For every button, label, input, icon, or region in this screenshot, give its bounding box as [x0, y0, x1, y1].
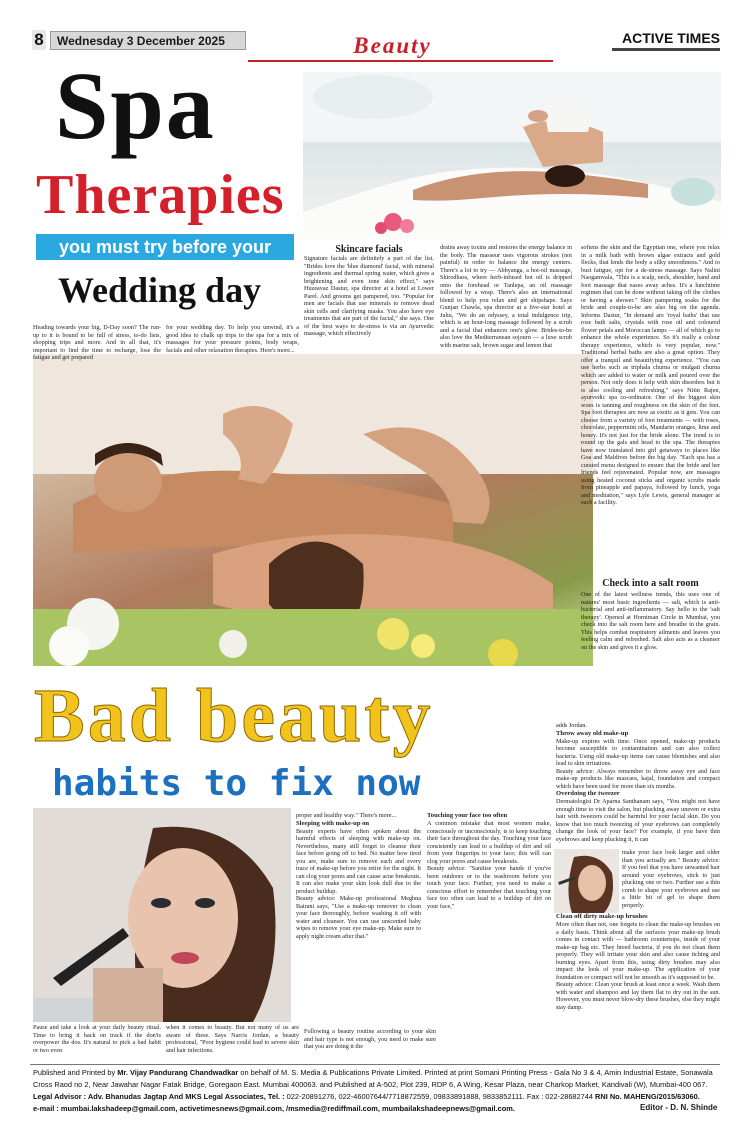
spa-massage-illustration: [303, 72, 721, 239]
spa-column-4-continued: One of the latest wellness trends, this uses one of natures' most basic ingredients — salt, which is anti-bacterial and anti-inflammatory. Say hello to the 'salt therapy'. Opened at Horniman Circle in Mumbai, you check into the salt room here and breathe in the grain. This helps combat respiratory ailments and leaves you feeling calm and refreshed. Salt also acts as a cleanser on the skin and gives it a glow.: [581, 591, 720, 651]
eyebrow-photo: [554, 849, 619, 913]
page-number: 8: [32, 30, 46, 50]
imprint-rni: RNI No. MAHENG/2015/63060.: [595, 1092, 700, 1101]
bad-beauty-intro-1: Pause and take a look at your daily beauty ritual. Time to bring it back on track if the don'ts overpower the dos. It's natural to pick a bad habit or two even: [33, 1024, 161, 1054]
col1-lead: proper and healthy way." There's more...: [296, 812, 397, 819]
section-divider: [248, 60, 553, 62]
spa-intro-right: for your wedding day. To help you unwind, it's a good idea to chalk up trips to the spa for a mix of massages for your pressure points, body wraps, facials and other relaxation therapies. Here's more...: [166, 324, 299, 354]
spa-column-4: softens the skin and the Egyptian one, where you relax in a milk bath with brown algae extracts and gold flecks, that lends the body a silky smoothness." And to bust fatigue, opt for a de-stress massage. Says Nalini Naogamvala, "This is a scalp, neck, shoulder, hand and foot massage that eases away aches. It's a lunchtime regimen that can be done without taking off the clothes or having a shower." Skin pampering soaks for the bride and couple-to-be are also big on the agenda. Informs Dastur, "In demand are 'royal baths' that use rose bath salts, crystals with rose oil and coloured flower petals and Moroccan lamps — all of which go to enhance the whole experience. So it's really a colour therapy experience, which is very popular, now." Traditional herbal baths are also a great option. They offer a tranquil and beautifying experience. "You can use herbs such as triphala churna or mulgati churna which are added to water or milk and poured over the person. Not only does it help with skin disorders but it is also cooling and refreshing," says Nitin Rajen, ayurvedic spa co-ordinator. One of the biggest skin woes is tanning and roughness on the skin of the feet. Spa foot therapies are now as exotic as it gets. You can choose from a variety of foot treatments — with roses, chocolate, peppermint oils, Mandarin oranges, lime and honey. It's not just for the bride alone. The trend is to round up the gals and head to the spa. The therapies have now translated into girl getaways to places like Goa and Maldives before the big day. "Each spa has a curated menu designed to ensure that the bride and her friends feel rejuvenated. Popular now, are massages using heated coconut sticks and organic scrubs made from pineapple and papaya, followed by lunch, yoga and meditation," says Lyle Lewis, general manager at such a facility.: [581, 244, 720, 506]
col3-body: Make-up expires with time. Once opened, make-up products become susceptible to contamination and can also collect bacteria. Using old make-up items can cause blemishes and also lead to skin irritations.: [556, 737, 720, 767]
paper-name-underline: [612, 48, 720, 51]
subheading-salt-room: Check into a salt room: [602, 578, 699, 589]
col1-advice: Beauty advice: Make-up professional Meghna Bairani says, "Use a make-up remover to clean your face thoroughly, before washing it off with water and cleanser. You can use unscented baby wipes to remove your eye make-up. Make sure to apply night cream after that.": [296, 895, 421, 940]
subheading-tweezer: Overdoing the tweezer: [556, 790, 620, 797]
eyebrow-illustration: [554, 849, 619, 913]
makeup-illustration: [33, 808, 291, 1022]
imprint-printer: on behalf of M. S. Media & Publications Private Limited. Printed at print Somani Printing Press - Gala No 3 & 4, Amin Industrial Estate, Sonawala: [240, 1068, 713, 1077]
bad-beauty-intro-3: Following a beauty routine according to your skin and hair type is not enough, you need to make sure that you are doing it the: [304, 1028, 436, 1050]
bad-beauty-column-3: [556, 722, 720, 843]
bad-beauty-column-3-lower: [556, 913, 720, 1011]
headline-wedding-day: Wedding day: [58, 270, 262, 310]
bad-beauty-intro-2: when it comes to beauty. But not many of us are aware of these. Says Narcis Jordan, a beauty professional, "Poor hygiene could lead to severe skin and hair infections.: [166, 1024, 299, 1054]
imprint: [33, 1067, 723, 1115]
imprint-published-by: Published and Printed by: [33, 1068, 116, 1077]
subheading-old-makeup: Throw away old make-up: [556, 729, 629, 737]
editor-credit: Editor - D. N. Shinde: [640, 1103, 718, 1112]
col1-body: Beauty experts have often spoken about the harmful effects of sleeping with make-up on. Nevertheless, many still forget to cleanse their face before going off to bed. No matter how tired you are, make sure to remove each and every trace of make-up before you retire for the night. It can clog your pores and can cause acne breakouts. It can also make your skin look dull due to the product buildup.: [296, 827, 421, 895]
paper-name: ACTIVE TIMES: [621, 30, 720, 46]
col2-body: A common mistake that most women make, consciously or unconsciously, is to keep touching their face throughout the day. Touching your face consistently can lead to a buildup of dirt and oil from your fingertips to your face; this will can clog your pores and cause breakouts.: [427, 820, 551, 865]
imprint-line-2: Cross Raod no 2, Near Jawahar Nagar Fatak Bridge, Goregaon East. Mumbai 400063. and Published at A-502, Plot 239, RDP 6, A Wing, Kesar Plaza, near Charkop Market, Kandivali (W), Mumbai-400 067.: [33, 1080, 708, 1089]
subheading-touching-face: Touching your face too often: [427, 812, 508, 819]
imprint-line-3: [33, 1091, 723, 1103]
col3-lead: adds Jordan.: [556, 722, 587, 729]
headline-therapies: Therapies: [36, 164, 285, 226]
imprint-phones: 022-20891276, 022-46007644/7718872559, 09833891888, 9833852111. Fax : 022-28682744: [286, 1092, 593, 1101]
couple-massage-photo: [33, 354, 593, 666]
imprint-line-4: [33, 1103, 723, 1115]
spa-column-2: Signature facials are definitely a part of the list. "Brides love the 'blue diamond' facial, with mineral ingredients and thermal spring water, which gives a brightening and even tone skin effect," says Huzeavaz Dastur, spa director at a hotel at Lower Parel. And grooms get pampered, too. "Popular for men are facials that use minerals to remove dead skin cells and clarifying masks. You also have eye treatments that are part of the facial," she says. One of the best ways to de-stress is via an Ayurvedic massage, which effectively: [304, 255, 434, 337]
makeup-photo: [33, 808, 291, 1022]
section-title: Beauty: [353, 33, 432, 58]
bad-beauty-column-1: [296, 812, 421, 940]
subheading-skincare-facials: Skincare facials: [335, 244, 403, 255]
imprint-line-1: [33, 1067, 723, 1079]
col3-brush-advice: Beauty advice: Clean your brush at least once a week. Wash them with water and shampoo and lay them flat to dry out in the sun. However, you must never blow-dry these brushes, else they might stay damp.: [556, 981, 720, 1011]
col3-tweezer: Dermatologist Dr Aparna Santhanam says, "You might not have enough time to visit the salon, but plucking away uneven or extra hair with tweezers could be harmful for your facial skin. Do you know that too much tweezing of your eyebrows can completely change the look of your face? For example, if you have thin eyebrows and keep plucking it, it can: [556, 798, 720, 843]
bad-beauty-column-2: [427, 812, 551, 910]
subheading-dirty-brushes: Clean off dirty make-up brushes: [556, 913, 648, 920]
spa-intro-left: Heading towards your big, D-Day soon? The run-up to it is bound to be full of stress, to-do lists, shopping trips and more. And in all that, it's important to find the time to recharge, lose the fatigue and get prepared: [33, 324, 161, 361]
headline-band: you must try before your: [36, 234, 294, 260]
spa-massage-photo: [303, 72, 721, 239]
issue-date: Wednesday 3 December 2025: [50, 31, 246, 50]
bad-beauty-column-3-wrap: make your face look larger and older than you actually are." Beauty advice: If you feel that you have unwanted hair around your eyebrows, stick to just plucking one or two. Further use a thin comb to shape your eyebrows and use a little bit of gel to shape them properly.: [622, 849, 720, 909]
couple-massage-illustration: [33, 354, 593, 666]
col3-advice: Beauty advice: Always remember to throw away eye and face make-up products like mascara, kajal, foundation and compact which have been used for more than six months.: [556, 767, 720, 790]
col2-advice: Beauty advice: "Sanitise your hands if you've been outdoors or to the washroom before you touch your face. Further, you need to make a conscious effort to remember that touching your face too often can lead to a buildup of dirt on your face,": [427, 865, 551, 910]
headline-bad-beauty: Bad beauty: [34, 674, 434, 758]
headline-habits: habits to fix now: [52, 763, 421, 804]
imprint-publisher-name: Mr. Vijay Pandurang Chandwadkar: [117, 1068, 239, 1077]
imprint-emails: e-mail : mumbai.lakshadeep@gmail.com, activetimesnews@gmail.com, /msmedia@rediffmail.com, mumbailakshadeepnews@gmail.com.: [33, 1104, 515, 1113]
subheading-sleeping-makeup: Sleeping with make-up on: [296, 819, 370, 827]
spa-column-3: drains away toxins and restores the energy balance in the body. The masseur uses vigorous strokes (not painful) in order to balance the energy centers. There's a lot to try — Abhyanga, a hot-oil massage, Shirodhara, where herb-infused hot oil is dripped onto the forehead or Tanlepa, an oil massage followed by a wrap. There's also an international blend to help you relax and get shipshape. Says Gunjan Chawla, spa director at a five-star hotel at Juhu, "We do an odyssey, a total indulgence trip, which is an hour-long massage followed by a scrub and a facial that enhances one's glow. Brides-to-be also love the Mediterranean sojourn — a luxe scrub with marine salt, brown sugar and lemon that: [440, 244, 572, 349]
headline-spa: Spa: [55, 52, 216, 159]
imprint-legal-advisor: Legal Advisor : Adv. Bhanudas Jagtap And MKS Legal Associates, Tel. :: [33, 1092, 285, 1101]
col3-brushes: More often than not, one forgets to clean the make-up brushes on a daily basis. Think about all the surfaces your make-up brush comes in contact with — bathroom countertops, inside of your make-up bag etc. They breed bacteria, if you do not clean them properly. They will irritate your skin and also cause itching and burning eyes. Apart from this, using dirty brushes may also impact the look of your make-up. The application of your foundation or compact will not be smooth as it's supposed to be.: [556, 921, 720, 981]
footer-divider: [30, 1064, 720, 1065]
